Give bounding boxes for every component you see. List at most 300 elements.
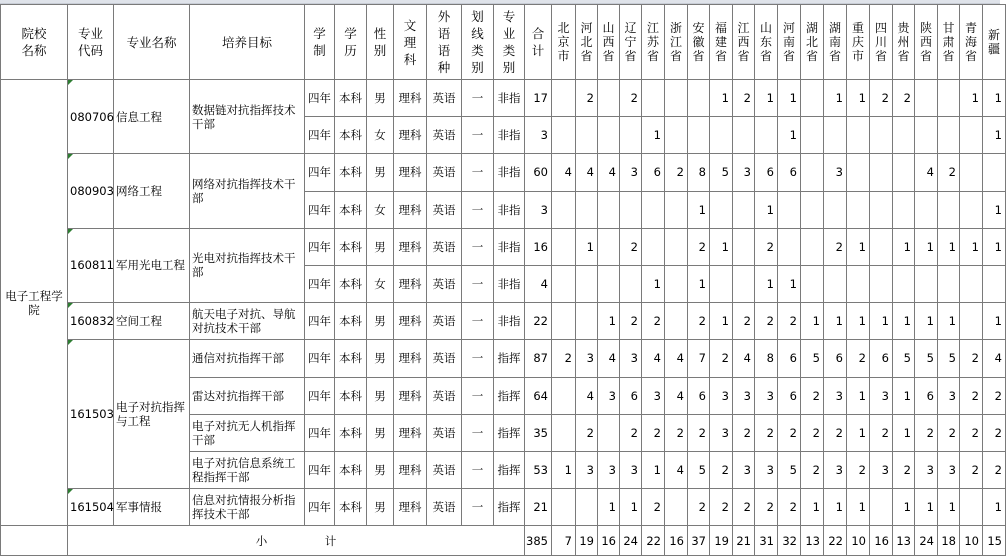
- cell-province-count: 1: [824, 303, 847, 340]
- cell-province-count: [938, 117, 960, 154]
- cell-province-count: 1: [642, 117, 665, 154]
- cell-total: 3: [525, 191, 552, 228]
- major-code-cell: 080706: [68, 80, 114, 154]
- cell-province-count: 2: [688, 414, 710, 451]
- cell-years: 四年: [305, 340, 335, 377]
- cell-province-count: 3: [710, 414, 733, 451]
- major-name-cell: 网络工程: [114, 154, 190, 228]
- cell-degree: 本科: [335, 80, 367, 117]
- cell-province-count: [870, 117, 893, 154]
- cell-province-count: [870, 154, 893, 191]
- subtotal-province-count: 7: [552, 526, 576, 556]
- cell-province-count: [960, 117, 983, 154]
- subtotal-province-count: 22: [824, 526, 847, 556]
- cell-province-count: 3: [938, 451, 960, 488]
- cell-province-count: 2: [642, 414, 665, 451]
- cell-province-count: 1: [688, 191, 710, 228]
- cell-degree: 本科: [335, 340, 367, 377]
- cell-years: 四年: [305, 489, 335, 526]
- cell-province-count: 1: [915, 303, 938, 340]
- header-province: 甘肃省: [938, 5, 960, 80]
- training-goal-cell: 信息对抗情报分析指挥技术干部: [190, 489, 305, 526]
- cell-province-count: 1: [847, 228, 870, 265]
- cell-years: 四年: [305, 117, 335, 154]
- major-code-cell: 161503: [68, 340, 114, 489]
- cell-province-count: [893, 117, 915, 154]
- cell-province-count: 2: [778, 414, 801, 451]
- cell-province-count: [710, 117, 733, 154]
- cell-province-count: 3: [755, 377, 778, 414]
- cell-province-count: [801, 154, 824, 191]
- cell-province-count: [893, 154, 915, 191]
- cell-province-count: 6: [620, 377, 642, 414]
- cell-track: 理科: [394, 117, 427, 154]
- cell-track: 理科: [394, 340, 427, 377]
- cell-province-count: 1: [847, 414, 870, 451]
- cell-province-count: [710, 265, 733, 302]
- cell-province-count: [847, 154, 870, 191]
- cell-province-count: 1: [824, 489, 847, 526]
- training-goal-cell: 通信对抗指挥干部: [190, 340, 305, 377]
- cell-province-count: 4: [576, 154, 598, 191]
- cell-province-count: 2: [893, 80, 915, 117]
- cell-province-count: [552, 489, 576, 526]
- cell-province-count: 4: [665, 451, 688, 488]
- cell-province-count: [960, 489, 983, 526]
- cell-province-count: [893, 265, 915, 302]
- cell-province-count: 6: [778, 154, 801, 191]
- cell-province-count: [960, 191, 983, 228]
- cell-mtype: 指挥: [494, 377, 525, 414]
- cell-province-count: [642, 228, 665, 265]
- cell-province-count: [688, 80, 710, 117]
- subtotal-blank-cell: [1, 526, 68, 556]
- major-name-cell: 电子对抗指挥与工程: [114, 340, 190, 489]
- cell-gender: 女: [367, 191, 394, 228]
- subtotal-province-count: 10: [847, 526, 870, 556]
- cell-province-count: [552, 191, 576, 228]
- cell-province-count: 2: [642, 303, 665, 340]
- cell-line: 一: [462, 117, 494, 154]
- cell-province-count: 4: [552, 154, 576, 191]
- subtotal-province-count: 13: [801, 526, 824, 556]
- cell-mtype: 指挥: [494, 340, 525, 377]
- school-name-cell: 电子工程学院: [1, 80, 68, 526]
- cell-province-count: 2: [778, 489, 801, 526]
- header-school: 院校名称: [1, 5, 68, 80]
- cell-province-count: 6: [642, 154, 665, 191]
- header-code: 专业代码: [68, 5, 114, 80]
- cell-province-count: 2: [688, 303, 710, 340]
- cell-province-count: [938, 191, 960, 228]
- subtotal-province-count: 24: [915, 526, 938, 556]
- cell-province-count: 2: [665, 414, 688, 451]
- header-degree: 学历: [335, 5, 367, 80]
- cell-province-count: 2: [710, 340, 733, 377]
- subtotal-province-count: 32: [778, 526, 801, 556]
- cell-years: 四年: [305, 303, 335, 340]
- cell-province-count: 2: [733, 414, 755, 451]
- cell-province-count: [960, 303, 983, 340]
- cell-province-count: 5: [688, 451, 710, 488]
- cell-province-count: 8: [755, 340, 778, 377]
- header-province: 新疆: [983, 5, 1006, 80]
- cell-province-count: 1: [778, 265, 801, 302]
- cell-province-count: 2: [915, 414, 938, 451]
- cell-province-count: 1: [983, 191, 1006, 228]
- cell-degree: 本科: [335, 228, 367, 265]
- cell-province-count: 1: [893, 303, 915, 340]
- cell-province-count: 1: [893, 377, 915, 414]
- subtotal-province-count: 37: [688, 526, 710, 556]
- cell-degree: 本科: [335, 265, 367, 302]
- cell-line: 一: [462, 489, 494, 526]
- cell-province-count: 3: [824, 451, 847, 488]
- cell-province-count: [576, 117, 598, 154]
- cell-track: 理科: [394, 377, 427, 414]
- cell-province-count: [824, 265, 847, 302]
- cell-province-count: [983, 154, 1006, 191]
- cell-province-count: 1: [824, 80, 847, 117]
- cell-province-count: [576, 265, 598, 302]
- header-province: 河北省: [576, 5, 598, 80]
- cell-total: 3: [525, 117, 552, 154]
- header-province: 江苏省: [642, 5, 665, 80]
- cell-province-count: [870, 489, 893, 526]
- cell-province-count: 1: [983, 489, 1006, 526]
- cell-province-count: 5: [801, 340, 824, 377]
- cell-province-count: 4: [576, 377, 598, 414]
- cell-province-count: [915, 80, 938, 117]
- cell-province-count: 1: [983, 80, 1006, 117]
- cell-province-count: 2: [755, 228, 778, 265]
- cell-years: 四年: [305, 414, 335, 451]
- cell-years: 四年: [305, 191, 335, 228]
- enrollment-table: [0, 4, 1006, 556]
- cell-province-count: 1: [620, 489, 642, 526]
- cell-total: 64: [525, 377, 552, 414]
- cell-province-count: 2: [620, 414, 642, 451]
- training-goal-cell: 电子对抗无人机指挥干部: [190, 414, 305, 451]
- cell-province-count: 3: [620, 451, 642, 488]
- cell-province-count: [915, 191, 938, 228]
- cell-province-count: [598, 414, 620, 451]
- cell-mtype: 非指: [494, 191, 525, 228]
- cell-degree: 本科: [335, 303, 367, 340]
- cell-province-count: 6: [688, 377, 710, 414]
- table-row: [1, 228, 1006, 265]
- cell-province-count: 6: [870, 340, 893, 377]
- cell-lang: 英语: [427, 191, 462, 228]
- cell-province-count: [915, 117, 938, 154]
- cell-province-count: [733, 228, 755, 265]
- cell-province-count: 8: [688, 154, 710, 191]
- cell-province-count: 1: [960, 228, 983, 265]
- cell-province-count: 2: [620, 303, 642, 340]
- subtotal-province-count: 19: [710, 526, 733, 556]
- cell-province-count: 2: [755, 303, 778, 340]
- cell-lang: 英语: [427, 451, 462, 488]
- subtotal-province-count: 19: [576, 526, 598, 556]
- cell-province-count: 1: [847, 80, 870, 117]
- cell-province-count: [642, 80, 665, 117]
- cell-province-count: 3: [576, 451, 598, 488]
- cell-province-count: 1: [688, 265, 710, 302]
- training-goal-cell: 光电对抗指挥技术干部: [190, 228, 305, 302]
- cell-province-count: 1: [642, 265, 665, 302]
- cell-province-count: [983, 265, 1006, 302]
- cell-province-count: 1: [983, 228, 1006, 265]
- cell-province-count: 3: [915, 451, 938, 488]
- cell-province-count: 2: [801, 451, 824, 488]
- cell-province-count: 3: [733, 451, 755, 488]
- cell-province-count: 1: [847, 303, 870, 340]
- cell-province-count: [620, 191, 642, 228]
- cell-province-count: 1: [915, 489, 938, 526]
- cell-degree: 本科: [335, 377, 367, 414]
- cell-province-count: 5: [893, 340, 915, 377]
- cell-lang: 英语: [427, 377, 462, 414]
- cell-province-count: 3: [755, 451, 778, 488]
- cell-mtype: 非指: [494, 303, 525, 340]
- cell-years: 四年: [305, 451, 335, 488]
- cell-line: 一: [462, 340, 494, 377]
- cell-province-count: [552, 117, 576, 154]
- subtotal-province-count: 16: [665, 526, 688, 556]
- cell-province-count: 3: [870, 377, 893, 414]
- cell-track: 理科: [394, 228, 427, 265]
- cell-province-count: 2: [642, 489, 665, 526]
- cell-degree: 本科: [335, 191, 367, 228]
- cell-years: 四年: [305, 154, 335, 191]
- cell-province-count: [824, 191, 847, 228]
- cell-years: 四年: [305, 377, 335, 414]
- cell-mtype: 非指: [494, 228, 525, 265]
- cell-years: 四年: [305, 228, 335, 265]
- table-row: [1, 340, 1006, 377]
- header-row: [1, 5, 1006, 80]
- training-goal-cell: 航天电子对抗、导航对抗技术干部: [190, 303, 305, 340]
- cell-province-count: [576, 489, 598, 526]
- major-name-cell: 军事情报: [114, 489, 190, 526]
- cell-province-count: [598, 265, 620, 302]
- cell-gender: 女: [367, 265, 394, 302]
- cell-province-count: 1: [801, 303, 824, 340]
- cell-province-count: 1: [938, 303, 960, 340]
- cell-province-count: [598, 228, 620, 265]
- cell-province-count: 5: [710, 154, 733, 191]
- header-province: 四川省: [870, 5, 893, 80]
- training-goal-cell: 电子对抗信息系统工程指挥干部: [190, 451, 305, 488]
- cell-province-count: 4: [983, 340, 1006, 377]
- cell-province-count: 2: [847, 340, 870, 377]
- subtotal-province-count: 31: [755, 526, 778, 556]
- header-province: 山东省: [755, 5, 778, 80]
- cell-province-count: 2: [620, 80, 642, 117]
- cell-province-count: 1: [598, 303, 620, 340]
- cell-province-count: [938, 265, 960, 302]
- header-major-type: 专业类别: [494, 5, 525, 80]
- cell-province-count: 4: [665, 377, 688, 414]
- cell-total: 17: [525, 80, 552, 117]
- cell-province-count: [824, 117, 847, 154]
- header-major: 专业名称: [114, 5, 190, 80]
- cell-province-count: 1: [870, 303, 893, 340]
- cell-total: 21: [525, 489, 552, 526]
- cell-province-count: 3: [824, 377, 847, 414]
- cell-province-count: 2: [755, 414, 778, 451]
- cell-gender: 女: [367, 117, 394, 154]
- cell-province-count: 4: [642, 340, 665, 377]
- cell-line: 一: [462, 80, 494, 117]
- cell-province-count: 3: [938, 377, 960, 414]
- cell-province-count: 6: [778, 340, 801, 377]
- cell-lang: 英语: [427, 489, 462, 526]
- cell-province-count: 1: [552, 451, 576, 488]
- cell-degree: 本科: [335, 154, 367, 191]
- cell-total: 60: [525, 154, 552, 191]
- cell-province-count: 2: [710, 451, 733, 488]
- cell-province-count: 3: [733, 154, 755, 191]
- major-name-cell: 信息工程: [114, 80, 190, 154]
- cell-province-count: 2: [733, 303, 755, 340]
- header-track: 文理科: [394, 5, 427, 80]
- header-province: 重庆市: [847, 5, 870, 80]
- training-goal-cell: 雷达对抗指挥干部: [190, 377, 305, 414]
- cell-gender: 男: [367, 451, 394, 488]
- cell-province-count: [733, 265, 755, 302]
- cell-province-count: [801, 117, 824, 154]
- cell-degree: 本科: [335, 414, 367, 451]
- cell-province-count: [665, 191, 688, 228]
- cell-province-count: 2: [801, 414, 824, 451]
- cell-province-count: 1: [983, 303, 1006, 340]
- cell-province-count: 2: [733, 80, 755, 117]
- cell-track: 理科: [394, 303, 427, 340]
- cell-total: 4: [525, 265, 552, 302]
- cell-province-count: [665, 303, 688, 340]
- cell-line: 一: [462, 451, 494, 488]
- cell-province-count: 2: [552, 340, 576, 377]
- cell-province-count: 3: [598, 377, 620, 414]
- cell-province-count: 1: [960, 80, 983, 117]
- cell-lang: 英语: [427, 228, 462, 265]
- subtotal-province-count: 10: [960, 526, 983, 556]
- cell-province-count: [665, 489, 688, 526]
- cell-province-count: 3: [620, 340, 642, 377]
- cell-province-count: 7: [688, 340, 710, 377]
- cell-province-count: 6: [778, 377, 801, 414]
- cell-mtype: 非指: [494, 265, 525, 302]
- subtotal-province-count: 16: [870, 526, 893, 556]
- cell-province-count: 2: [688, 228, 710, 265]
- subtotal-province-count: 22: [642, 526, 665, 556]
- cell-province-count: 1: [893, 414, 915, 451]
- major-code-cell: 160811: [68, 228, 114, 302]
- major-name-cell: 军用光电工程: [114, 228, 190, 302]
- cell-province-count: [778, 228, 801, 265]
- cell-province-count: 2: [983, 451, 1006, 488]
- cell-province-count: 2: [960, 377, 983, 414]
- subtotal-province-count: 13: [893, 526, 915, 556]
- cell-track: 理科: [394, 265, 427, 302]
- cell-mtype: 非指: [494, 154, 525, 191]
- cell-province-count: 1: [710, 80, 733, 117]
- cell-province-count: 5: [938, 340, 960, 377]
- cell-province-count: [733, 117, 755, 154]
- cell-province-count: 1: [938, 228, 960, 265]
- cell-total: 53: [525, 451, 552, 488]
- cell-track: 理科: [394, 414, 427, 451]
- cell-province-count: 1: [778, 80, 801, 117]
- cell-mtype: 指挥: [494, 489, 525, 526]
- header-goal: 培养目标: [190, 5, 305, 80]
- cell-province-count: 1: [847, 377, 870, 414]
- cell-province-count: 1: [938, 489, 960, 526]
- cell-line: 一: [462, 377, 494, 414]
- cell-mtype: 非指: [494, 117, 525, 154]
- cell-province-count: [870, 191, 893, 228]
- cell-lang: 英语: [427, 154, 462, 191]
- cell-province-count: [801, 265, 824, 302]
- cell-province-count: 2: [576, 414, 598, 451]
- cell-track: 理科: [394, 80, 427, 117]
- cell-province-count: 2: [960, 414, 983, 451]
- cell-province-count: 2: [870, 80, 893, 117]
- cell-lang: 英语: [427, 303, 462, 340]
- cell-province-count: 2: [938, 154, 960, 191]
- subtotal-province-count: 16: [598, 526, 620, 556]
- cell-province-count: 2: [688, 489, 710, 526]
- cell-province-count: [755, 117, 778, 154]
- table-row: [1, 80, 1006, 117]
- cell-province-count: 4: [598, 154, 620, 191]
- cell-total: 16: [525, 228, 552, 265]
- header-province: 湖北省: [801, 5, 824, 80]
- table-row: [1, 303, 1006, 340]
- cell-gender: 男: [367, 154, 394, 191]
- cell-province-count: [598, 80, 620, 117]
- table-body: [1, 5, 1006, 556]
- header-province: 湖南省: [824, 5, 847, 80]
- cell-line: 一: [462, 414, 494, 451]
- subtotal-total: 385: [525, 526, 552, 556]
- cell-province-count: 2: [893, 451, 915, 488]
- header-province: 青海省: [960, 5, 983, 80]
- cell-years: 四年: [305, 265, 335, 302]
- cell-province-count: 1: [801, 489, 824, 526]
- cell-province-count: 6: [915, 377, 938, 414]
- cell-province-count: [847, 117, 870, 154]
- header-line: 划线类别: [462, 5, 494, 80]
- cell-gender: 男: [367, 377, 394, 414]
- cell-province-count: [870, 265, 893, 302]
- training-goal-cell: 网络对抗指挥技术干部: [190, 154, 305, 228]
- cell-province-count: 1: [778, 117, 801, 154]
- cell-gender: 男: [367, 80, 394, 117]
- header-province: 江西省: [733, 5, 755, 80]
- training-goal-cell: 数据链对抗指挥技术干部: [190, 80, 305, 154]
- subtotal-province-count: 15: [983, 526, 1006, 556]
- cell-province-count: [733, 191, 755, 228]
- cell-province-count: 2: [824, 228, 847, 265]
- cell-province-count: 1: [598, 489, 620, 526]
- cell-province-count: [847, 265, 870, 302]
- cell-province-count: 1: [576, 228, 598, 265]
- cell-province-count: [642, 191, 665, 228]
- cell-province-count: 3: [598, 451, 620, 488]
- table-row: [1, 489, 1006, 526]
